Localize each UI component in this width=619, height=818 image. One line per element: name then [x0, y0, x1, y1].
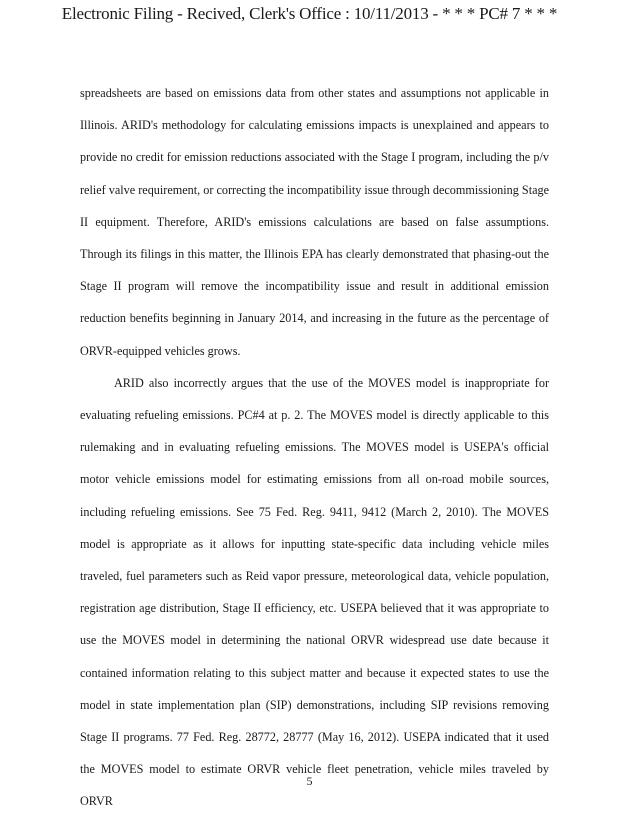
filing-stamp-header: Electronic Filing - Recived, Clerk's Office : 10/11/2013 - * * * PC# 7 * * *	[61, 4, 558, 23]
body-text	[80, 77, 549, 818]
paragraph-emissions-calculations: spreadsheets are based on emissions data from other states and assumptions not applicable in Illinois. ARID's methodology for calculating emissions impacts is unexplained and appears to provide no credit for emission reductions associated with the Stage I program, including the p/v relief valve requirement, or correcting the incompatibility issue through decommissioning Stage II equipment. Therefore, ARID's emissions calculations are based on false assumptions. Through its filings in this matter, the Illinois EPA has clearly demonstrated that phasing-out the Stage II program will remove the incompatibility issue and result in additional emission reduction benefits beginning in January 2014, and increasing in the future as the percentage of ORVR-equipped vehicles grows.	[80, 86, 549, 358]
paragraph-moves-model: ARID also incorrectly argues that the use of the MOVES model is inappropriate for evaluating refueling emissions. PC#4 at p. 2. The MOVES model is directly applicable to this rulemaking and in evaluating refueling emissions. The MOVES model is USEPA's official motor vehicle emissions model for estimating emissions from all on-road mobile sources, including refueling emissions. See 75 Fed. Reg. 9411, 9412 (March 2, 2010). The MOVES model is appropriate as it allows for inputting state-specific data including vehicle miles traveled, fuel parameters such as Reid vapor pressure, meteorological data, vehicle population, registration age distribution, Stage II efficiency, etc. USEPA believed that it was appropriate to use the MOVES model in determining the national ORVR widespread use date because it contained information relating to this subject matter and because it expected states to use the model in state implementation plan (SIP) demonstrations, including SIP revisions removing Stage II programs. 77 Fed. Reg. 28772, 28777 (May 16, 2012). USEPA indicated that it used the MOVES model to estimate ORVR vehicle fleet penetration, vehicle miles traveled by ORVR	[80, 375, 549, 809]
page-number: 5	[306, 774, 313, 788]
